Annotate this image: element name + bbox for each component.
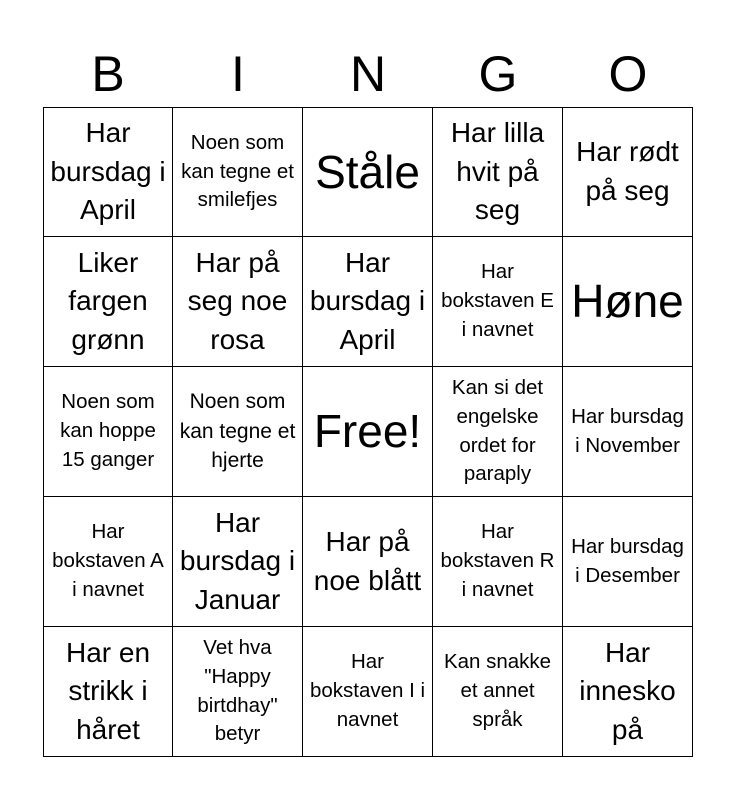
bingo-cell-r1-c1[interactable] [43, 107, 173, 237]
bingo-cell-text: Har bokstaven E i navnet [441, 260, 554, 341]
bingo-cell-r2-c1[interactable] [43, 237, 173, 367]
bingo-cell-text: Kan snakke et annet språk [443, 650, 552, 731]
bingo-cell-r4-c2[interactable] [173, 497, 303, 627]
header-letter-g: G [478, 46, 518, 102]
bingo-cell-text: Har bursdag i April [309, 246, 426, 355]
bingo-cell-r2-c4[interactable] [433, 237, 563, 367]
bingo-cell-text: Har bokstaven R i navnet [440, 520, 555, 601]
bingo-cell-r1-c2[interactable] [173, 107, 303, 237]
bingo-cell-text: Har bursdag i Januar [179, 506, 296, 615]
bingo-cell-text: Har bursdag i Desember [571, 534, 684, 587]
bingo-cell-text: Noen som kan hoppe 15 ganger [60, 390, 156, 471]
bingo-cell-text: Noen som kan tegne et smilefjes [181, 130, 294, 212]
bingo-cell-text: Har en strikk i håret [65, 636, 151, 745]
bingo-cell-r1-c4[interactable] [433, 107, 563, 237]
bingo-cell-text: Free! [313, 405, 422, 458]
bingo-cell-r5-c2[interactable] [173, 627, 303, 757]
bingo-cell-r3-c5[interactable] [563, 367, 693, 497]
bingo-cell-text: Vet hva "Happy birtdhay" betyr [197, 635, 278, 746]
bingo-cell-r5-c3[interactable] [303, 627, 433, 757]
bingo-cell-text: Har på noe blått [313, 525, 422, 596]
bingo-cell-text: Har innesko på [579, 636, 676, 745]
bingo-cell-r4-c1[interactable] [43, 497, 173, 627]
header-letter-i: I [231, 46, 245, 102]
bingo-cell-text: Har lilla hvit på seg [450, 117, 545, 226]
bingo-header [43, 40, 693, 108]
bingo-cell-text: Har bokstaven I i navnet [309, 650, 426, 731]
header-letter-n: N [349, 46, 387, 102]
bingo-cell-r3-c3[interactable] [303, 367, 433, 497]
bingo-cell-text: Har bokstaven A i navnet [52, 520, 164, 601]
bingo-cell-text: Noen som kan tegne et hjerte [179, 390, 296, 473]
bingo-cell-text: Ståle [315, 145, 420, 198]
bingo-cell-r5-c5[interactable] [563, 627, 693, 757]
bingo-cell-r2-c2[interactable] [173, 237, 303, 367]
bingo-cell-r5-c4[interactable] [433, 627, 563, 757]
bingo-cell-r3-c2[interactable] [173, 367, 303, 497]
bingo-cell-text: Høne [571, 275, 684, 328]
bingo-cell-r1-c3[interactable] [303, 107, 433, 237]
bingo-cell-text: Har rødt på seg [576, 136, 679, 206]
bingo-cell-text: Har bursdag i April [50, 117, 166, 226]
bingo-cell-r2-c3[interactable] [303, 237, 433, 367]
header-letter-o: O [608, 46, 648, 102]
bingo-cell-r4-c4[interactable] [433, 497, 563, 627]
bingo-cell-r1-c5[interactable] [563, 107, 693, 237]
bingo-cell-r2-c5[interactable] [563, 237, 693, 367]
bingo-cell-r3-c4[interactable] [433, 367, 563, 497]
bingo-card [43, 107, 693, 757]
bingo-cell-r5-c1[interactable] [43, 627, 173, 757]
bingo-cell-text: Kan si det engelske ordet for paraply [451, 375, 544, 486]
bingo-cell-r4-c5[interactable] [563, 497, 693, 627]
bingo-cell-text: Har på seg noe rosa [187, 246, 288, 355]
bingo-cell-r4-c3[interactable] [303, 497, 433, 627]
bingo-cell-text: Liker fargen grønn [68, 246, 148, 355]
bingo-cell-text: Har bursdag i November [571, 404, 684, 457]
header-letter-b: B [91, 46, 125, 102]
bingo-cell-r3-c1[interactable] [43, 367, 173, 497]
